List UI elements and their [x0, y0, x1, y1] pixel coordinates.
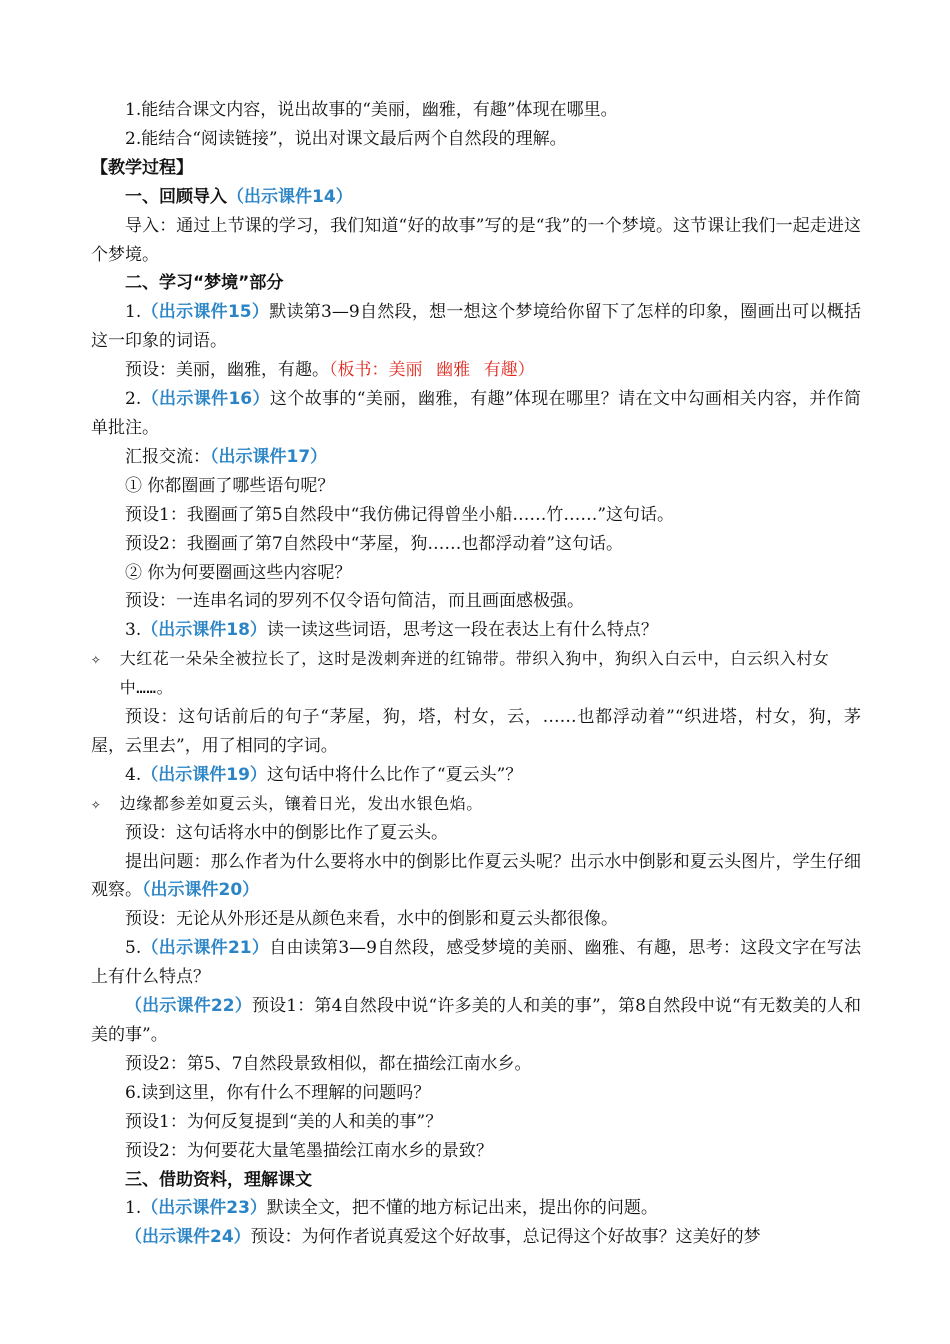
- quote-text: 边缘都参差如夏云头，镶着日光，发出水银色焰。: [119, 793, 483, 813]
- courseware-tag: （出示课件20）: [142, 880, 260, 901]
- question-text: 读一读这些词语，思考这一段在表达上有什么特点？: [266, 620, 658, 641]
- question-5: [91, 934, 861, 992]
- courseware-tag: （出示课件21）: [141, 938, 270, 959]
- sub-question-1: ① 你都圈画了哪些语句呢？: [125, 475, 335, 496]
- preset-line: 预设：这句话前后的句子“茅屋，狗，塔，村女，云，……也都浮动着”“织进塔，村女，狗，茅屋，云里去”，用了相同的字词。: [91, 707, 861, 756]
- preset-line: 预设1：为何反复提到“美的人和美的事”？: [125, 1111, 443, 1132]
- preset-line: 预设1：我圈画了第5自然段中“我仿佛记得曾坐小船……竹……”这句话。: [125, 504, 675, 525]
- document-page: [91, 96, 861, 1252]
- question-text: 这句话中将什么比作了“夏云头”？: [266, 764, 523, 785]
- courseware-tag: （出示课件18）: [141, 620, 267, 641]
- question-text: 自由读第3—9自然段，感受梦境的美丽、幽雅、有趣，思考：这段文字在写法上有什么特点？: [91, 938, 861, 988]
- question-text: 这个故事的“美丽，幽雅，有趣”体现在哪里？请在文中勾画相关内容，并作简单批注。: [91, 389, 861, 438]
- ask-text: 提出问题：那么作者为什么要将水中的倒影比作夏云头呢？出示水中倒影和夏云头图片，学生仔细观察。: [91, 851, 861, 901]
- question-text: 默读第3—9自然段，想一想这个梦境给你留下了怎样的印象，圈画出可以概括这一印象的词语。: [91, 302, 861, 352]
- courseware-tag: （出示课件24）: [125, 1227, 251, 1248]
- courseware-tag: （出示课件16）: [141, 389, 270, 410]
- question-number: 1.: [125, 1198, 142, 1219]
- board-note: 有趣）: [483, 360, 535, 381]
- courseware-tag: （出示课件14）: [227, 186, 353, 207]
- courseware-tag: （出示课件22）: [125, 996, 252, 1017]
- question-1-preset: [91, 356, 861, 385]
- process-title: 【教学过程】: [91, 157, 193, 178]
- objective-1: 1.能结合课文内容，说出故事的“美丽，幽雅，有趣”体现在哪里。: [125, 100, 618, 120]
- quote-text: 大红花一朵朵全被拉长了，这时是泼刺奔迸的红锦带。带织入狗中，狗织入白云中，白云织入村女中……。: [119, 649, 830, 698]
- section-3-heading: [91, 1166, 861, 1195]
- diamond-bullet-icon: ✧: [91, 793, 102, 813]
- section-1-heading: [91, 183, 861, 212]
- question-number: 1.: [125, 302, 142, 323]
- question-number: 5.: [125, 938, 142, 959]
- preset-line: 预设2：第5、7自然段景致相似，都在描绘江南水乡。: [125, 1053, 532, 1074]
- objective-2: 2.能结合“阅读链接”，说出对课文最后两个自然段的理解。: [125, 128, 567, 149]
- courseware-tag: （出示课件15）: [141, 302, 270, 323]
- preset-line: 预设2：为何要花大量笔墨描绘江南水乡的景致？: [125, 1140, 493, 1161]
- question-text: 默读全文，把不懂的地方标记出来，提出你的问题。: [266, 1198, 658, 1219]
- section-1-intro: 导入：通过上节课的学习，我们知道“好的故事”写的是“我”的一个梦境。这节课让我们一起走进这个梦境。: [91, 215, 861, 265]
- section-heading-text: 三、借助资料，理解课文: [125, 1169, 312, 1190]
- preset-text: 预设1：第4自然段中说“许多美的人和美的事”，第8自然段中说“有无数美的人和美的事”。: [91, 996, 861, 1045]
- courseware-tag: （出示课件23）: [141, 1198, 267, 1219]
- preset-line: 预设：无论从外形还是从颜色来看，水中的倒影和夏云头都很像。: [125, 909, 618, 930]
- diamond-bullet-icon: ✧: [91, 649, 102, 669]
- question-1: [91, 298, 861, 356]
- question-4: [91, 761, 861, 790]
- section-heading-text: 二、学习“梦境”部分: [125, 273, 284, 294]
- question-number: 2.: [125, 389, 142, 410]
- preset-text: 预设：为何作者说真爱这个好故事，总记得这个好故事？这美好的梦: [250, 1227, 761, 1248]
- preset-line: [91, 1223, 861, 1252]
- report-text: 汇报交流：: [125, 446, 210, 467]
- section-2-heading: [91, 269, 861, 298]
- board-note: （板书：美丽: [329, 360, 423, 381]
- quote-block: [91, 645, 861, 703]
- board-note: 幽雅: [436, 360, 471, 381]
- question-6: 6.读到这里，你有什么不理解的问题吗？: [125, 1082, 431, 1103]
- question-number: 3.: [125, 620, 142, 641]
- question-2: [91, 385, 861, 443]
- report-line: [91, 443, 861, 472]
- courseware-tag: （出示课件17）: [210, 446, 328, 467]
- ask-line: [91, 848, 861, 906]
- courseware-tag: （出示课件19）: [141, 764, 267, 785]
- preset-line: 预设：这句话将水中的倒影比作了夏云头。: [125, 822, 448, 843]
- preset-text: 预设：美丽，幽雅，有趣。: [125, 360, 329, 381]
- preset-line: 预设：一连串名词的罗列不仅令语句简洁，而且画面感极强。: [125, 591, 584, 612]
- section-heading-text: 一、回顾导入: [125, 186, 227, 207]
- sub-question-2: ② 你为何要圈画这些内容呢？: [125, 562, 352, 583]
- preset-line: [91, 992, 861, 1050]
- question-3: [91, 616, 861, 645]
- question-number: 4.: [125, 764, 142, 785]
- quote-block: [91, 790, 861, 819]
- preset-line: 预设2：我圈画了第7自然段中“茅屋，狗……也都浮动着”这句话。: [125, 533, 624, 554]
- section-3-question-1: [91, 1194, 861, 1223]
